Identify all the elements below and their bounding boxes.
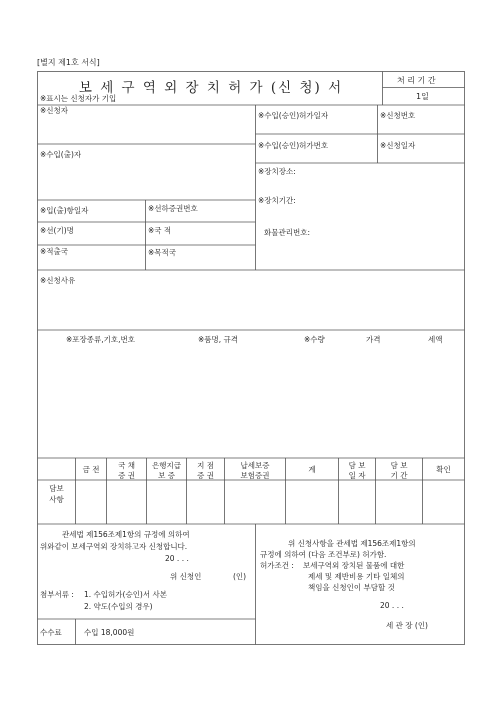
permit-condition-1: 보세구역외 장치된 물품에 대한	[303, 561, 405, 570]
applicant-seal[interactable]: (인)	[233, 572, 247, 581]
quantity-header: ※수량	[304, 335, 325, 344]
import-permit-date-field[interactable]: ※수입(승인)허가일자	[258, 111, 329, 120]
application-number-field[interactable]: ※신청번호	[380, 111, 416, 120]
entry-date-field[interactable]: ※입(출)항일자	[40, 206, 89, 215]
branch-securities-column-header: 지 점 증 권	[197, 461, 214, 480]
tax-header: 세액	[428, 335, 443, 344]
import-permit-number-field[interactable]: ※수입(승인)허가번호	[258, 141, 329, 150]
bl-number-field[interactable]: ※선하증권번호	[148, 204, 198, 213]
fee-label: 수수료	[40, 628, 62, 637]
process-period-label: 처 리 기 간	[397, 76, 436, 85]
cargo-number-field[interactable]: 화물관리번호:	[264, 228, 310, 237]
security-period-column-header: 담 보 기 간	[390, 461, 408, 480]
approval-statement-line2: 규정에 의하여 (다음 조건부로) 허가함.	[260, 550, 387, 559]
importer-field[interactable]: ※수입(출)자	[40, 150, 82, 159]
security-row-label: 담보 사항	[49, 484, 64, 504]
total-column-header: 계	[308, 465, 316, 474]
confirm-column-header: 확인	[436, 465, 451, 474]
application-statement-line1: 관세법 제156조제1항의 규정에 의하여	[62, 530, 190, 539]
reason-field[interactable]: ※신청사유	[40, 276, 76, 285]
applicant-field[interactable]: ※신청자	[40, 106, 69, 115]
cash-column-header: 금 전	[82, 465, 100, 474]
fee-value: 수입 18,000원	[84, 628, 135, 637]
bank-guarantee-column-header: 은행지급 보 증	[152, 461, 181, 480]
storage-place-field[interactable]: ※장치장소:	[258, 167, 296, 176]
security-date-column-header: 담 보 일 자	[348, 461, 366, 480]
permit-condition-3: 책임을 신청인이 부담할 것	[308, 583, 395, 592]
attachment-1: 1. 수입허가(승인)서 사본	[84, 590, 167, 599]
permit-condition-2: 제세 및 제반비용 기타 일체의	[308, 572, 405, 581]
form-number-label: [별지 제1호 서식]	[37, 58, 100, 67]
approval-statement-line1: 위 신청사항을 관세법 제156조제1항의	[288, 539, 416, 548]
vessel-name-field[interactable]: ※선(기)명	[40, 226, 74, 235]
bond-column-header: 국 채 증 권	[118, 461, 135, 480]
applicant-signature-label: 위 신청인	[170, 572, 202, 581]
item-header: ※품명, 규격	[198, 335, 239, 344]
tax-guarantee-column-header: 납세보증 보험증권	[240, 461, 270, 480]
customs-chief-signature: 세 관 장 (인)	[386, 621, 428, 630]
form-title: 보 세 구 역 외 장 치 허 가 (신 청) 서	[78, 80, 344, 96]
attachments-label: 첨부서류 :	[40, 590, 74, 599]
attachment-2: 2. 약도(수입의 경우)	[84, 602, 153, 611]
application-date-field[interactable]: ※신청일자	[380, 141, 416, 150]
required-note: ※표시는 신청자가 기입	[40, 94, 117, 103]
application-date[interactable]: 20 . . .	[165, 554, 189, 563]
approval-date[interactable]: 20 . . .	[380, 601, 404, 610]
destination-field[interactable]: ※목적국	[148, 248, 177, 257]
storage-period-field[interactable]: ※장치기간:	[258, 196, 296, 205]
permit-conditions-label: 허가조건 :	[260, 561, 294, 570]
process-period-value: 1일	[416, 92, 429, 101]
price-header: 가격	[366, 335, 381, 344]
origin-country-field[interactable]: ※적출국	[40, 247, 69, 256]
nationality-field[interactable]: ※국 적	[148, 226, 172, 235]
application-statement-line2: 위와같이 보세구역외 장치하고자 신청합니다.	[40, 542, 188, 551]
packaging-header: ※포장종류,기호,번호	[66, 335, 136, 344]
